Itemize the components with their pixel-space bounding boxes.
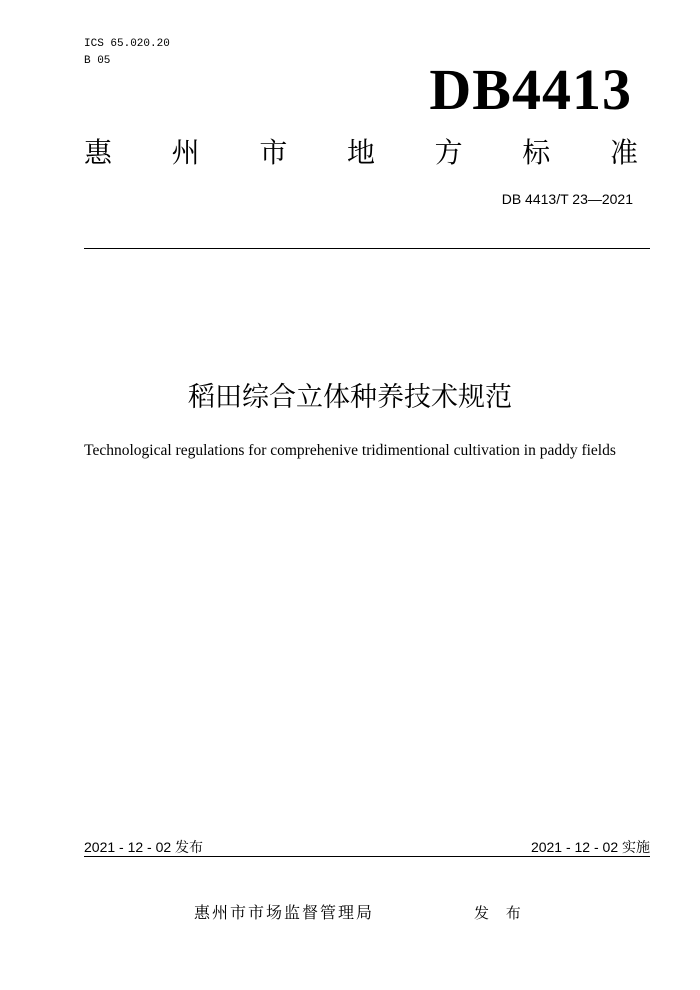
issue-label: 发 布 [474, 904, 527, 922]
implement-date: 2021 - 12 - 02 实施 [530, 839, 650, 855]
header-divider [84, 248, 650, 249]
standard-type-char: 标 [522, 136, 551, 169]
standard-type-char: 市 [259, 136, 288, 169]
standard-code: DB4413 [429, 57, 632, 122]
standard-type-char: 地 [346, 136, 375, 169]
footer-divider [84, 856, 650, 857]
standard-type-char: 州 [171, 136, 200, 169]
standard-number: DB 4413/T 23—2021 [501, 191, 633, 207]
title-english: Technological regulations for comprehenive tridimentional cultivation in paddy fields [84, 442, 616, 459]
ics-code: ICS 65.020.20 [84, 38, 170, 50]
issuing-authority: 惠州市市场监督管理局 [194, 903, 375, 922]
standard-type-char: 准 [609, 136, 638, 169]
classification-code: B 05 [84, 55, 111, 67]
standard-type-char: 方 [434, 136, 463, 169]
title-chinese: 稻田综合立体种养技术规范 [188, 382, 512, 413]
standard-type [84, 133, 638, 173]
standard-type-char: 惠 [84, 136, 113, 169]
publish-date: 2021 - 12 - 02 发布 [84, 839, 204, 855]
